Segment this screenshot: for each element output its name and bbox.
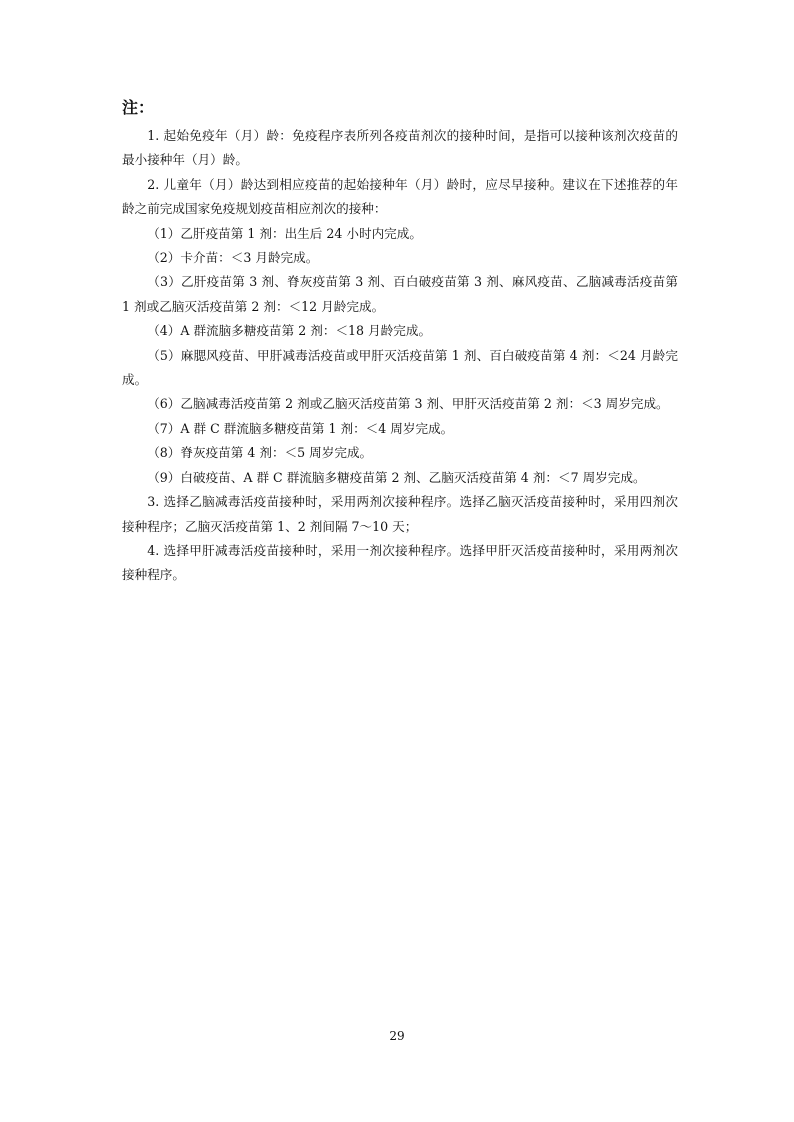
notes-body (122, 124, 678, 588)
note-2-item-6: （6）乙脑减毒活疫苗第 2 剂或乙脑灭活疫苗第 3 剂、甲肝灭活疫苗第 2 剂：＜3 周岁完成。 (147, 396, 669, 412)
note-2-item-9: （9）白破疫苗、A 群 C 群流脑多糖疫苗第 2 剂、乙脑灭活疫苗第 4 剂：＜7 周岁完成。 (147, 469, 646, 485)
note-2-item-2: （2）卡介苗：＜3 月龄完成。 (147, 250, 319, 266)
note-2-item-8: （8）脊灰疫苗第 4 剂：＜5 周岁完成。 (147, 445, 373, 461)
note-2-item-5: （5）麻腮风疫苗、甲肝减毒活疫苗或甲肝灭活疫苗第 1 剂、百白破疫苗第 4 剂：＜24 月龄完成。 (122, 347, 678, 388)
notes-heading: 注： (122, 98, 155, 117)
note-2-item-7: （7）A 群 C 群流脑多糖疫苗第 1 剂：＜4 周岁完成。 (147, 420, 454, 436)
page-number: 29 (389, 1029, 405, 1043)
note-2: 2. 儿童年（月）龄达到相应疫苗的起始接种年（月）龄时，应尽早接种。建议在下述推荐的年龄之前完成国家免疫规划疫苗相应剂次的接种： (122, 176, 678, 217)
note-2-item-4: （4）A 群流脑多糖疫苗第 2 剂：＜18 月龄完成。 (147, 323, 432, 339)
note-4: 4. 选择甲肝减毒活疫苗接种时，采用一剂次接种程序。选择甲肝灭活疫苗接种时，采用两剂次接种程序。 (122, 542, 678, 583)
note-1: 1. 起始免疫年（月）龄：免疫程序表所列各疫苗剂次的接种时间，是指可以接种该剂次疫苗的最小接种年（月）龄。 (122, 128, 678, 168)
note-3: 3. 选择乙脑减毒活疫苗接种时，采用两剂次接种程序。选择乙脑灭活疫苗接种时，采用四剂次接种程序；乙脑灭活疫苗第 1、2 剂间隔 7～10 天； (122, 494, 678, 534)
note-2-item-1: （1）乙肝疫苗第 1 剂：出生后 24 小时内完成。 (147, 225, 422, 241)
note-2-item-3: （3）乙肝疫苗第 3 剂、脊灰疫苗第 3 剂、百白破疫苗第 3 剂、麻风疫苗、乙脑减毒活疫苗第 1 剂或乙脑灭活疫苗第 2 剂：＜12 月龄完成。 (122, 274, 678, 314)
